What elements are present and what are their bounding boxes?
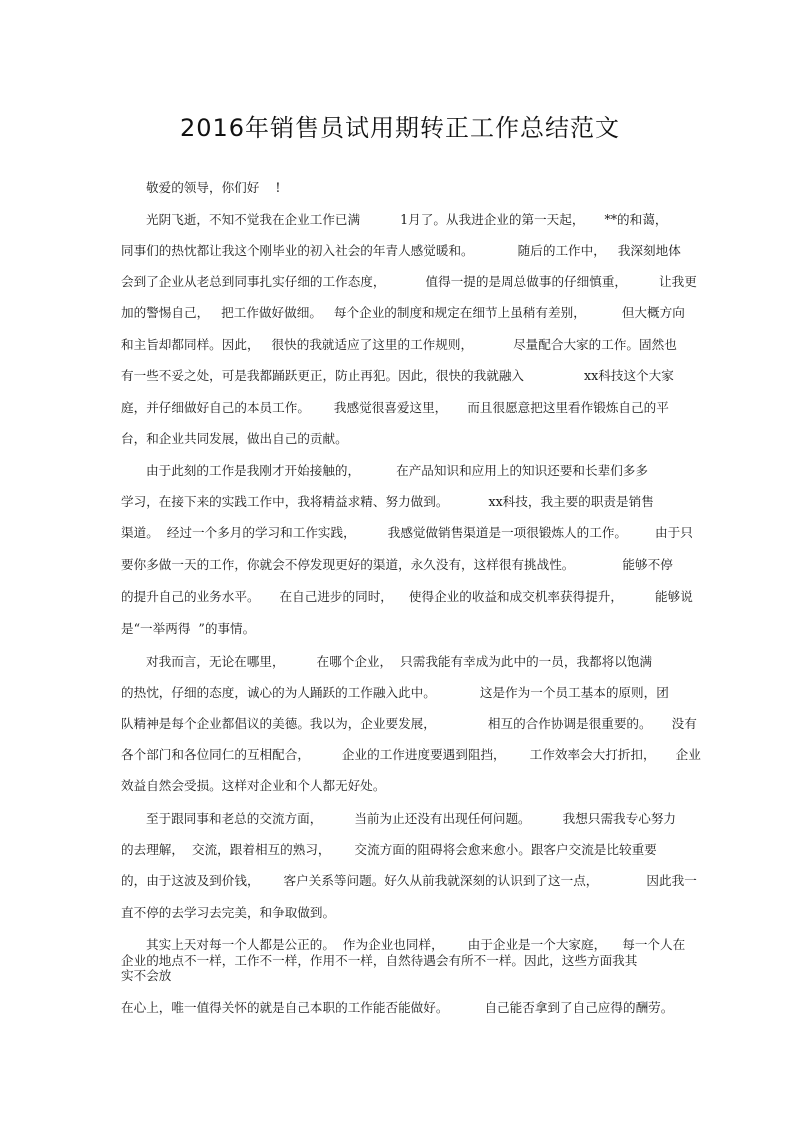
paragraph-3-line-5: 效益自然会受损。这样对企业和个人都无好处。 xyxy=(121,778,386,793)
paragraph-4-line-1: 至于跟同事和老总的交流方面， 当前为止还没有出现任何问题。 我想只需我专心努力 xyxy=(146,811,677,826)
paragraph-1-line-6: 有一些不妥之处，可是我都踊跃更正，防止再犯。因此，很快的我就融入 xx科技这个大家 xyxy=(121,368,674,383)
paragraph-2-line-2: 学习，在接下来的实践工作中，我将精益求精、努力做到。 xx科技，我主要的职责是销售 xyxy=(121,494,654,509)
paragraph-1-line-3: 会到了企业从老总到同事扎实仔细的工作态度， 值得一提的是周总做事的仔细慎重， 让我更 xyxy=(121,274,697,289)
paragraph-4-line-2: 的去理解， 交流，跟着相互的熟习， 交流方面的阻碍将会愈来愈小。跟客户交流是比较重要 xyxy=(121,842,657,857)
paragraph-4-line-4: 直不停的去学习去完美，和争取做到。 xyxy=(121,905,336,920)
paragraph-1-line-4: 加的警惕自己， 把工作做好做细。 每个企业的制度和规定在细节上虽稍有差别， 但大概方向 xyxy=(121,305,685,320)
paragraph-5-line-1: 其实上天对每一个人都是公正的。 作为企业也同样， 由于企业是一个大家庭， 每一个人在 xyxy=(146,937,686,952)
paragraph-1-line-8: 台，和企业共同发展，做出自己的贡献。 xyxy=(121,431,348,446)
paragraph-2-line-6: 是“一举两得 ”的事情。 xyxy=(121,621,256,636)
paragraph-4-line-3: 的，由于这波及到价钱， 客户关系等问题。好久从前我就深刻的认识到了这一点， 因此我一 xyxy=(121,873,697,888)
paragraph-5-line-3: 实不会放 xyxy=(121,968,172,983)
paragraph-1-line-7: 庭，并仔细做好自己的本员工作。 我感觉很喜爱这里， 而且很愿意把这里看作锻炼自己的平 xyxy=(121,400,669,415)
paragraph-1-line-1: 光阴飞逝，不知不觉我在企业工作已满 1月了。从我进企业的第一天起， **的和蔼， xyxy=(146,212,668,227)
paragraph-2-line-1: 由于此刻的工作是我刚才开始接触的， 在产品知识和应用上的知识还要和长辈们多多 xyxy=(146,463,648,478)
paragraph-2-line-5: 的提升自己的业务水平。 在自己进步的同时， 使得企业的收益和成交机率获得提升， 能够说 xyxy=(121,589,693,604)
paragraph-1-line-2: 同事们的热忱都让我这个刚毕业的初入社会的年青人感觉暖和。 随后的工作中， 我深刻地体 xyxy=(121,243,681,258)
paragraph-3-line-3: 队精神是每个企业都倡议的美德。我以为，企业要发展， 相互的合作协调是很重要的。 没有 xyxy=(121,716,697,731)
paragraph-2-line-4: 要你多做一天的工作，你就会不停发现更好的渠道，永久没有，这样很有挑战性。 能够不停 xyxy=(121,557,673,572)
paragraph-3-line-1: 对我而言，无论在哪里， 在哪个企业， 只需我能有幸成为此中的一员，我都将以饱满 xyxy=(146,654,653,669)
paragraph-1-line-5: 和主旨却都同样。因此， 很快的我就适应了这里的工作规则， 尽量配合大家的工作。固然也 xyxy=(121,337,677,352)
paragraph-5-line-4: 在心上，唯一值得关怀的就是自己本职的工作能否能做好。 自己能否拿到了自己应得的酬劳。 xyxy=(121,1000,674,1015)
greeting-line: 敬爱的领导，你们好 ! xyxy=(146,180,281,195)
paragraph-3-line-2: 的热忱，仔细的态度，诚心的为人踊跃的工作融入此中。 这是作为一个员工基本的原则，团 xyxy=(121,685,669,700)
paragraph-3-line-4: 各个部门和各位同仁的互相配合， 企业的工作进度要遇到阻挡， 工作效率会大打折扣， 企业 xyxy=(121,747,701,762)
document-title: 2016年销售员试用期转正工作总结范文 xyxy=(179,114,621,142)
paragraph-2-line-3: 渠道。 经过一个多月的学习和工作实践， 我感觉做销售渠道是一项很锻炼人的工作。 由于只 xyxy=(121,525,693,540)
paragraph-5-line-2: 企业的地点不一样，工作不一样，作用不一样，自然待遇会有所不一样。因此，这些方面我其 xyxy=(121,953,638,968)
